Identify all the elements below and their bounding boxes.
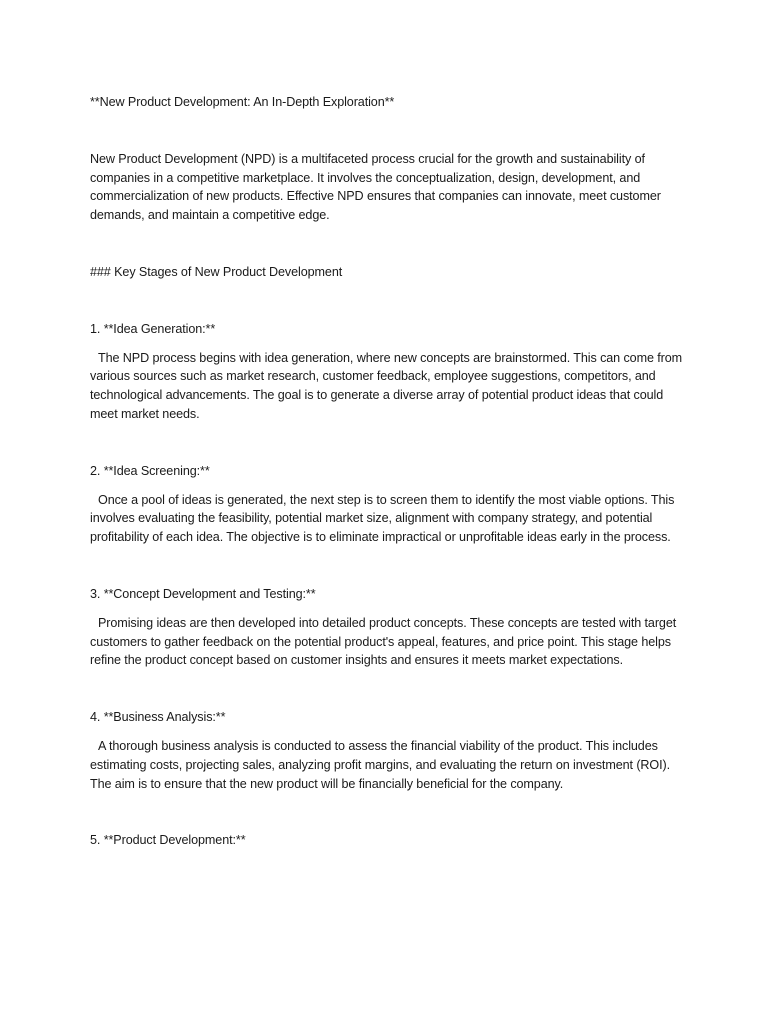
stage-body-business-analysis: A thorough business analysis is conducted to assess the financial viability of the product. This includes estimating costs, projecting sales, analyzing profit margins, and evaluating the return on investment (ROI). The aim is to ensure that the new product will be financially beneficial for the company. <box>90 738 670 791</box>
stage-heading-idea-screening: 2. **Idea Screening:** <box>90 463 210 478</box>
stage-heading-business-analysis: 4. **Business Analysis:** <box>90 710 226 725</box>
section-heading: ### Key Stages of New Product Development <box>90 264 343 279</box>
stage-heading-concept-development: 3. **Concept Development and Testing:** <box>90 586 316 601</box>
stage-heading-product-development: 5. **Product Development:** <box>90 833 246 848</box>
document-body <box>90 93 690 860</box>
stage-body-idea-generation: The NPD process begins with idea generation, where new concepts are brainstormed. This can come from various sources such as market research, customer feedback, employee suggestions, competitors, and technological advancements. The goal is to generate a diverse array of potential product ideas that could meet market needs. <box>90 350 683 421</box>
intro-paragraph: New Product Development (NPD) is a multifaceted process crucial for the growth and sustainability of companies in a competitive marketplace. It involves the conceptualization, design, development, and commercialization of new products. Effective NPD ensures that companies can innovate, meet customer demands, and maintain a competitive edge. <box>90 151 661 223</box>
stage-body-concept-development: Promising ideas are then developed into detailed product concepts. These concepts are tested with target customers to gather feedback on the potential product's appeal, features, and price point. This stage helps refine the product concept based on customer insights and ensures it meets market expectations. <box>90 615 677 668</box>
document-title: **New Product Development: An In-Depth Exploration** <box>90 95 395 109</box>
stage-heading-idea-generation: 1. **Idea Generation:** <box>90 321 216 336</box>
stage-body-idea-screening: Once a pool of ideas is generated, the next step is to screen them to identify the most viable options. This involves evaluating the feasibility, potential market size, alignment with company strategy, and potential profitability of each idea. The objective is to eliminate impractical or unprofitable ideas early in the process. <box>90 492 675 545</box>
